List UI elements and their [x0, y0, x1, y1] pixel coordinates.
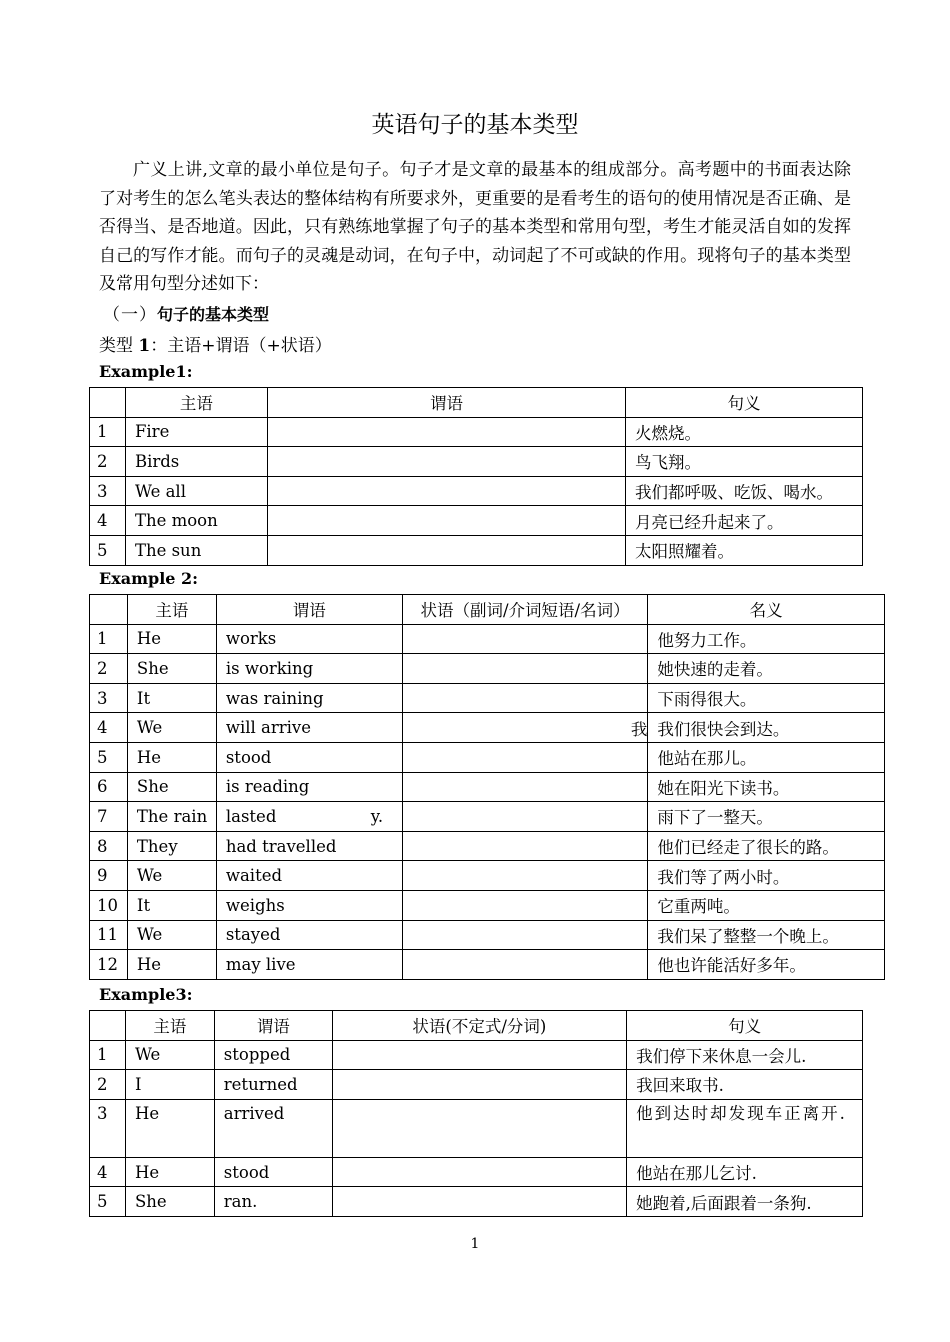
adverbial-cell: [332, 1187, 626, 1217]
subject-cell: We: [125, 1040, 214, 1070]
row-number: 3: [90, 476, 126, 506]
predicate-cell: weighs: [216, 890, 402, 920]
predicate-cell: had travelled: [216, 831, 402, 861]
meaning-cell: 我们呆了整整一个晚上。: [648, 920, 885, 950]
adverbial-cell: 我: [402, 713, 648, 743]
meaning-cell: 他也许能活好多年。: [648, 950, 885, 980]
subject-cell: We all: [125, 476, 267, 506]
predicate-cell: returned: [214, 1070, 332, 1100]
table-row: [90, 920, 885, 950]
type-text: ：主语+谓语（+状语）: [150, 336, 332, 356]
row-number: 1: [90, 1040, 126, 1070]
header-cell: 句义: [626, 388, 863, 418]
subject-cell: He: [127, 742, 216, 772]
predicate-cell: arrived: [214, 1099, 332, 1157]
meaning-cell: 雨下了一整天。: [648, 802, 885, 832]
type-heading: [99, 331, 332, 356]
table-row: [90, 950, 885, 980]
header-cell: 句义: [627, 1011, 863, 1041]
predicate-cell: [267, 447, 625, 477]
row-number: 5: [90, 742, 128, 772]
example2-table: [89, 594, 885, 980]
subject-cell: She: [125, 1187, 214, 1217]
predicate-cell: [267, 476, 625, 506]
meaning-cell: 他努力工作。: [648, 624, 885, 654]
table-row: [90, 683, 885, 713]
subject-cell: I: [125, 1070, 214, 1100]
predicate-cell: stood: [214, 1157, 332, 1187]
subject-cell: He: [127, 950, 216, 980]
section-title: 句子的基本类型: [157, 305, 270, 324]
type-prefix: 类型: [99, 336, 139, 356]
row-number: 9: [90, 861, 128, 891]
subject-cell: We: [127, 861, 216, 891]
row-number: 1: [90, 417, 126, 447]
table-row: [90, 535, 863, 565]
meaning-cell: 我们很快会到达。: [648, 713, 885, 743]
predicate-cell: works: [216, 624, 402, 654]
adverbial-cell: [402, 890, 648, 920]
subject-cell: He: [127, 624, 216, 654]
header-cell: [90, 1011, 126, 1041]
table-row: [90, 654, 885, 684]
subject-cell: He: [125, 1157, 214, 1187]
table-row: [90, 1157, 863, 1187]
header-cell: 状语(不定式/分词): [332, 1011, 626, 1041]
table-row: [90, 713, 885, 743]
table-row: [90, 1099, 863, 1157]
table-header-row: [90, 595, 885, 625]
subject-cell: We: [127, 713, 216, 743]
row-number: 4: [90, 1157, 126, 1187]
header-cell: 主语: [125, 388, 267, 418]
meaning-cell: 她在阳光下读书。: [648, 772, 885, 802]
table-row: [90, 890, 885, 920]
adverbial-cell: [402, 950, 648, 980]
row-number: 8: [90, 831, 128, 861]
intro-paragraph: 广义上讲,文章的最小单位是句子。句子才是文章的最基本的组成部分。高考题中的书面表达除了对考生的怎么笔头表达的整体结构有所要求外，更重要的是看考生的语句的使用情况是否正确、是否得当、是否地道。因此，只有熟练地掌握了句子的基本类型和常用句型，考生才能灵活自如的发挥自己的写作才能。而句子的灵魂是动词，在句子中，动词起了不可或缺的作用。现将句子的基本类型及常用句型分述如下：: [99, 160, 851, 295]
example3-table: [89, 1010, 863, 1217]
meaning-cell: 鸟飞翔。: [626, 447, 863, 477]
table-header-row: [90, 1011, 863, 1041]
meaning-cell: 它重两吨。: [648, 890, 885, 920]
table-row: [90, 476, 863, 506]
predicate-cell: [267, 535, 625, 565]
table-row: [90, 624, 885, 654]
meaning-cell: 月亮已经升起来了。: [626, 506, 863, 536]
adverbial-cell: [402, 802, 648, 832]
table-row: [90, 1187, 863, 1217]
predicate-cell: stayed: [216, 920, 402, 950]
adverbial-cell: [402, 742, 648, 772]
header-cell: 状语（副词/介词短语/名词）: [402, 595, 648, 625]
table-row: [90, 506, 863, 536]
predicate-cell: [267, 506, 625, 536]
header-cell: 谓语: [216, 595, 402, 625]
row-number: 11: [90, 920, 128, 950]
predicate-cell: will arrive: [216, 713, 402, 743]
row-number: 2: [90, 447, 126, 477]
adverbial-cell: [402, 772, 648, 802]
row-number: 6: [90, 772, 128, 802]
row-number: 3: [90, 1099, 126, 1157]
meaning-cell: 我们停下来休息一会儿.: [627, 1040, 863, 1070]
section-number: （一）: [103, 305, 157, 325]
predicate-cell: is working: [216, 654, 402, 684]
meaning-cell: 他站在那儿乞讨.: [627, 1157, 863, 1187]
predicate-cell: is reading: [216, 772, 402, 802]
header-cell: 谓语: [214, 1011, 332, 1041]
meaning-cell: 我回来取书.: [627, 1070, 863, 1100]
meaning-cell: 他到达时却发现车正离开.: [627, 1099, 863, 1157]
table-header-row: [90, 388, 863, 418]
row-number: 5: [90, 1187, 126, 1217]
table-row: [90, 417, 863, 447]
meaning-cell: 她跑着,后面跟着一条狗.: [627, 1187, 863, 1217]
adverbial-cell: [402, 831, 648, 861]
adverbial-cell: [402, 624, 648, 654]
adverbial-cell: [332, 1157, 626, 1187]
predicate-cell: [267, 417, 625, 447]
meaning-cell: 我们都呼吸、吃饭、喝水。: [626, 476, 863, 506]
subject-cell: It: [127, 890, 216, 920]
adverbial-cell: [402, 861, 648, 891]
predicate-cell: lasted y.: [216, 802, 402, 832]
subject-cell: He: [125, 1099, 214, 1157]
header-cell: [90, 595, 128, 625]
meaning-cell: 下雨得很大。: [648, 683, 885, 713]
page-title: 英语句子的基本类型: [371, 112, 579, 138]
meaning-cell: 太阳照耀着。: [626, 535, 863, 565]
subject-cell: The sun: [125, 535, 267, 565]
meaning-cell: 他站在那儿。: [648, 742, 885, 772]
predicate-cell: stood: [216, 742, 402, 772]
predicate-cell: may live: [216, 950, 402, 980]
row-number: 4: [90, 506, 126, 536]
example1-table: [89, 387, 863, 566]
table-row: [90, 742, 885, 772]
section-heading: [103, 300, 269, 325]
header-cell: 名义: [648, 595, 885, 625]
example2-label: Example 2:: [99, 569, 199, 588]
subject-cell: Birds: [125, 447, 267, 477]
predicate-cell: stopped: [214, 1040, 332, 1070]
row-number: 12: [90, 950, 128, 980]
subject-cell: We: [127, 920, 216, 950]
table-row: [90, 831, 885, 861]
table-row: [90, 802, 885, 832]
example3-label: Example3:: [99, 985, 193, 1004]
header-cell: [90, 388, 126, 418]
predicate-cell: was raining: [216, 683, 402, 713]
header-cell: 主语: [125, 1011, 214, 1041]
table-row: [90, 447, 863, 477]
row-number: 7: [90, 802, 128, 832]
meaning-cell: 她快速的走着。: [648, 654, 885, 684]
adverbial-cell: [402, 654, 648, 684]
adverbial-cell: [332, 1099, 626, 1157]
adverbial-cell: [402, 920, 648, 950]
example1-label: Example1:: [99, 362, 193, 381]
table-row: [90, 1070, 863, 1100]
subject-cell: She: [127, 654, 216, 684]
header-cell: 谓语: [267, 388, 625, 418]
row-number: 10: [90, 890, 128, 920]
row-number: 4: [90, 713, 128, 743]
row-number: 5: [90, 535, 126, 565]
adverbial-cell: [332, 1040, 626, 1070]
page-number: 1: [470, 1236, 480, 1252]
row-number: 2: [90, 654, 128, 684]
header-cell: 主语: [127, 595, 216, 625]
table-row: [90, 861, 885, 891]
row-number: 1: [90, 624, 128, 654]
meaning-cell: 他们已经走了很长的路。: [648, 831, 885, 861]
meaning-cell: 我们等了两小时。: [648, 861, 885, 891]
subject-cell: She: [127, 772, 216, 802]
row-number: 2: [90, 1070, 126, 1100]
table-row: [90, 1040, 863, 1070]
subject-cell: Fire: [125, 417, 267, 447]
adverbial-cell: [332, 1070, 626, 1100]
subject-cell: The rain: [127, 802, 216, 832]
subject-cell: The moon: [125, 506, 267, 536]
row-number: 3: [90, 683, 128, 713]
meaning-cell: 火燃烧。: [626, 417, 863, 447]
subject-cell: It: [127, 683, 216, 713]
adverbial-cell: [402, 683, 648, 713]
subject-cell: They: [127, 831, 216, 861]
predicate-cell: ran.: [214, 1187, 332, 1217]
predicate-cell: waited: [216, 861, 402, 891]
table-row: [90, 772, 885, 802]
type-number: 1: [138, 336, 151, 356]
